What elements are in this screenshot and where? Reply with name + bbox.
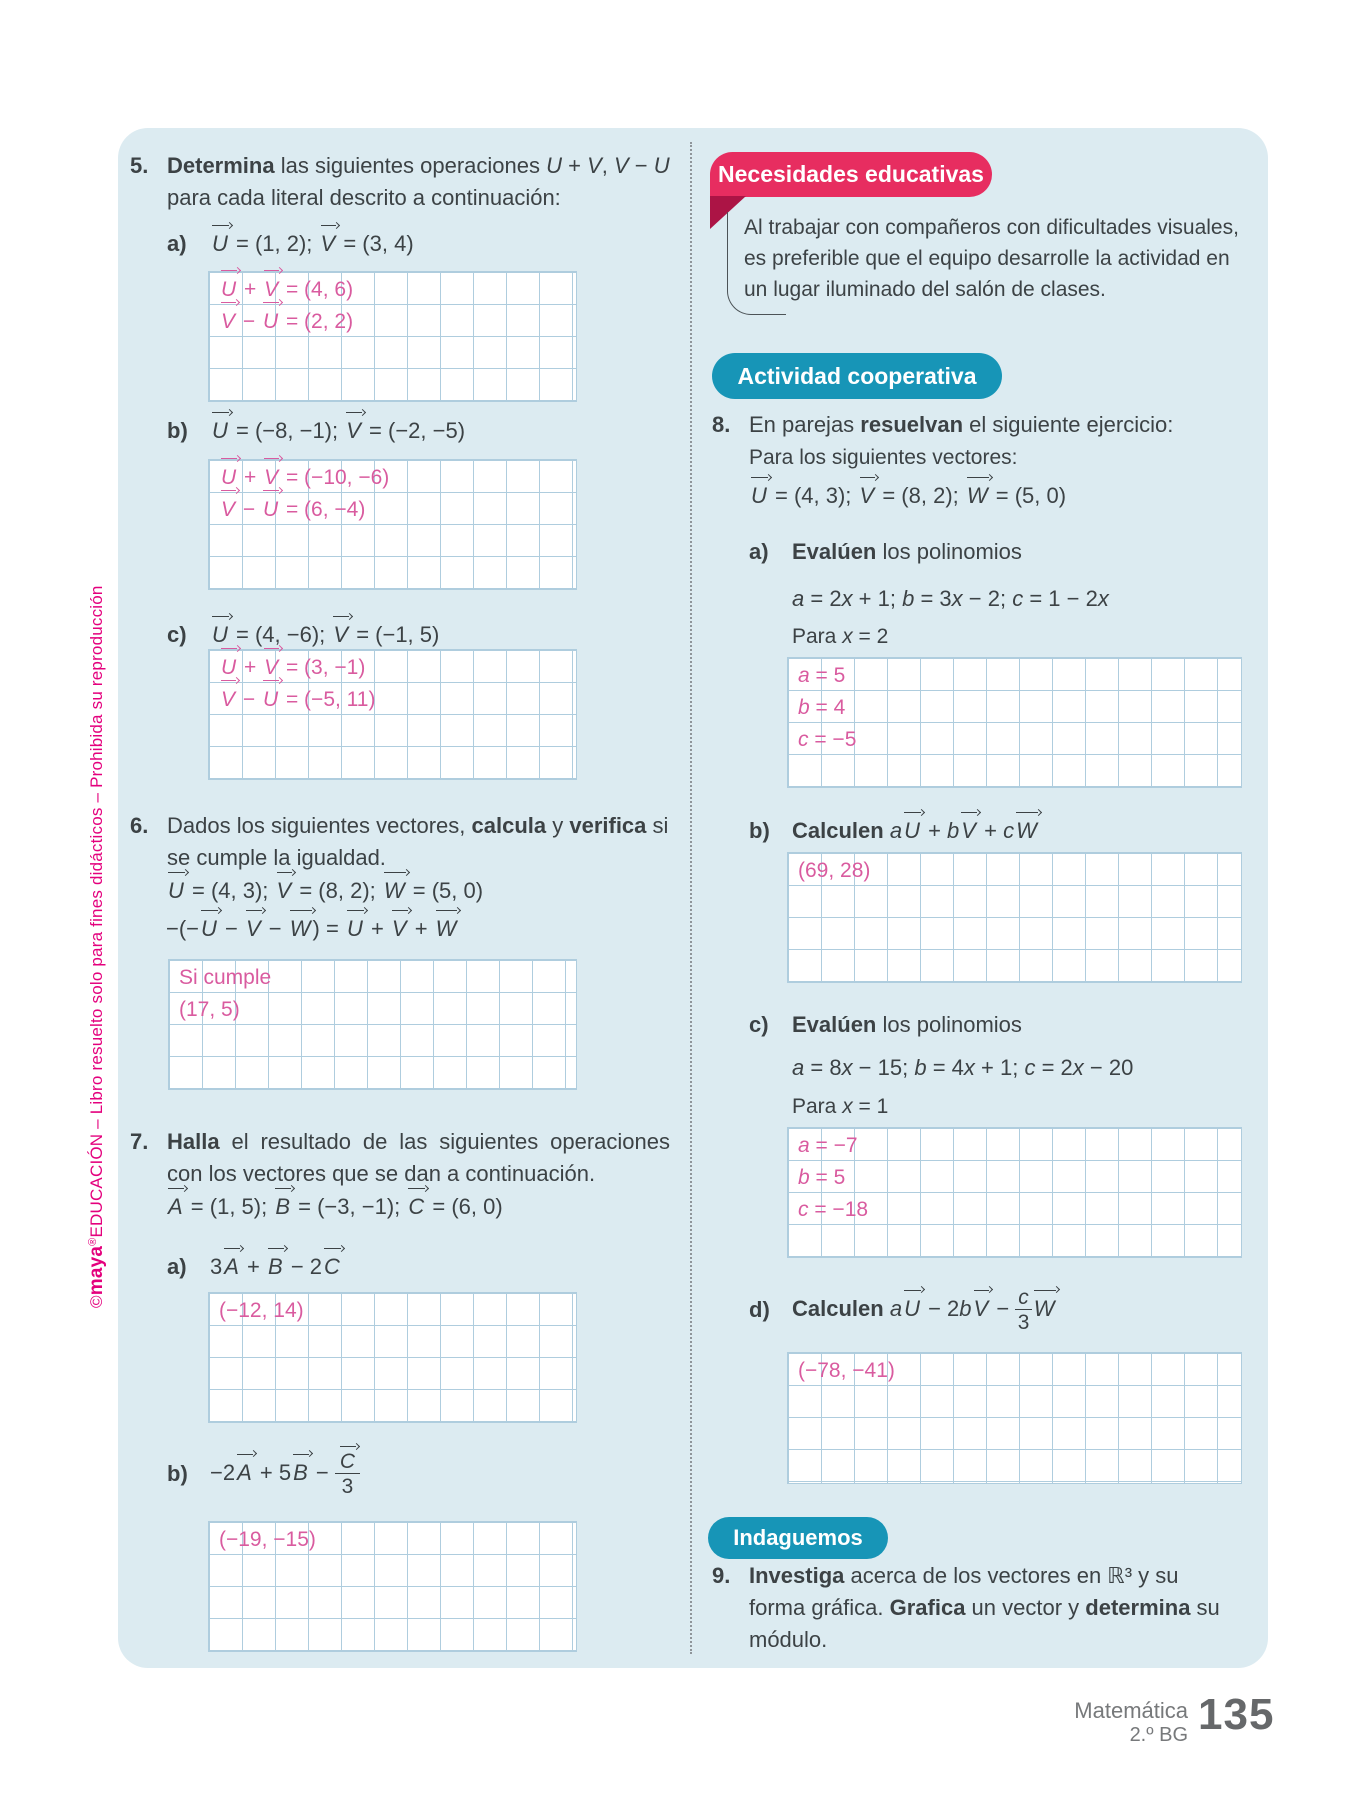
exercise-8-intro2: Para los siguientes vectores: <box>749 446 1018 469</box>
exercise-9 <box>712 1560 1237 1656</box>
answer-grid-8c <box>787 1127 1242 1258</box>
column-divider <box>690 142 692 1654</box>
exercise-8-intro: En parejas resuelvan el siguiente ejercicio: <box>749 412 1174 437</box>
item-5c <box>167 620 439 650</box>
item-8c-condition: Para x = 1 <box>792 1095 889 1118</box>
exercise-8 <box>712 409 1237 441</box>
grid-answer: U + V = (−10, −6) <box>219 462 389 494</box>
grid-answer: V − U = (2, 2) <box>219 306 353 338</box>
item-5b-label: b) <box>167 418 188 443</box>
exercise-5-number: 5. <box>130 153 149 178</box>
item-8d <box>749 1283 1057 1337</box>
grid-answer: U + V = (4, 6) <box>219 274 353 306</box>
coop-badge-label: Actividad cooperativa <box>737 362 977 389</box>
item-8a <box>749 537 1022 567</box>
exercise-5-title: Determina las siguientes operaciones U + V, V − U para cada literal descrito a continuación: <box>167 153 670 210</box>
exercise-7-vectors: A = (1, 5); B = (−3, −1); C = (6, 0) <box>166 1192 503 1222</box>
exercise-8-number: 8. <box>712 412 731 437</box>
grid-answer: b = 4 <box>798 696 846 719</box>
exercise-6-title: Dados los siguientes vectores, calcula y verifica si se cumple la igualdad. <box>167 813 669 870</box>
footer-course-block <box>1008 1698 1188 1748</box>
exercise-6-equation: −(−U − V − W) = U + V + W <box>166 914 458 944</box>
item-8d-title: Calculen aU − 2bV − $\frac{c}{3}$ W <box>792 1286 1055 1334</box>
item-8b-label: b) <box>749 818 770 843</box>
inquiry-badge-label: Indaguemos <box>733 1525 863 1550</box>
item-8b <box>749 816 1039 846</box>
item-8c-polynomials: a = 8x − 15; b = 4x + 1; c = 2x − 20 <box>792 1055 1134 1080</box>
answer-grid-6 <box>168 959 577 1090</box>
answer-grid-7a <box>208 1292 577 1423</box>
item-7a <box>167 1252 342 1282</box>
answer-grid-7b <box>208 1521 577 1652</box>
item-5a <box>167 229 414 259</box>
exercise-8-vectors: U = (4, 3); V = (8, 2); W = (5, 0) <box>749 481 1066 511</box>
item-7b-expression: −2A + 5B − $\frac{C}{3}$ <box>210 1450 360 1498</box>
grid-answer: V − U = (−5, 11) <box>219 684 375 716</box>
item-5b <box>167 416 465 446</box>
item-5a-given: U = (1, 2); V = (3, 4) <box>210 229 414 259</box>
exercise-9-number: 9. <box>712 1563 731 1588</box>
page-number: 135 <box>1198 1690 1275 1739</box>
answer-grid-5a <box>208 271 577 402</box>
copyright-text: EDUCACIÓN – Libro resuelto solo para fines didácticos – Prohibida su reproducción <box>87 585 106 1238</box>
grid-answer: c = −18 <box>798 1198 869 1221</box>
item-5c-label: c) <box>167 622 187 647</box>
item-5c-given: U = (4, −6); V = (−1, 5) <box>210 620 439 650</box>
grid-answer: (−78, −41) <box>798 1359 895 1382</box>
grid-answer: (17, 5) <box>179 998 240 1021</box>
exercise-6 <box>130 810 675 874</box>
item-5b-given: U = (−8, −1); V = (−2, −5) <box>210 416 465 446</box>
inquiry-badge <box>708 1517 888 1559</box>
grid-answer: a = −7 <box>798 1134 858 1157</box>
grid-answer: U + V = (3, −1) <box>219 652 365 684</box>
exercise-5 <box>130 150 675 214</box>
exercise-9-text: Investiga acerca de los vectores en ℝ³ y su forma gráfica. Grafica un vector y determina su módulo. <box>749 1563 1220 1652</box>
exercise-7-number: 7. <box>130 1129 149 1154</box>
copyright-symbol: © <box>87 1295 106 1308</box>
grid-answer: V − U = (6, −4) <box>219 494 365 526</box>
footer-grade: 2.º BG <box>1129 1724 1188 1746</box>
item-8c-title: Evalúen los polinomios <box>792 1012 1022 1037</box>
item-8a-title: Evalúen los polinomios <box>792 539 1022 564</box>
grid-answer: Si cumple <box>179 966 272 989</box>
answer-grid-5c <box>208 649 577 780</box>
grid-answer: c = −5 <box>798 728 857 751</box>
exercise-6-number: 6. <box>130 813 149 838</box>
item-7b-label: b) <box>167 1461 188 1486</box>
answer-grid-8b <box>787 852 1242 983</box>
item-8a-condition: Para x = 2 <box>792 625 889 648</box>
grid-answer: (69, 28) <box>798 859 871 882</box>
exercise-7 <box>130 1126 670 1190</box>
grid-answer: (−12, 14) <box>219 1299 304 1322</box>
item-8a-label: a) <box>749 539 769 564</box>
sidebar-copyright <box>86 585 108 1308</box>
item-8c <box>749 1010 1022 1040</box>
item-7a-label: a) <box>167 1254 187 1279</box>
grid-answer: (−19, −15) <box>219 1528 316 1551</box>
grid-answer: b = 5 <box>798 1166 846 1189</box>
answer-grid-8d <box>787 1352 1242 1484</box>
brand-name: maya <box>86 1245 107 1296</box>
needs-note-text: Al trabajar con compañeros con dificultades visuales, es preferible que el equipo desarrolle la actividad en un lugar iluminado del salón de clases. <box>744 216 1239 301</box>
item-8d-label: d) <box>749 1297 770 1322</box>
exercise-6-vectors: U = (4, 3); V = (8, 2); W = (5, 0) <box>166 876 483 906</box>
answer-grid-8a <box>787 657 1242 788</box>
item-8b-title: Calculen aU + bV + cW <box>792 816 1039 846</box>
item-8a-polynomials: a = 2x + 1; b = 3x − 2; c = 1 − 2x <box>792 586 1109 611</box>
needs-badge-label: Necesidades educativas <box>718 161 984 187</box>
coop-badge <box>712 353 1002 399</box>
needs-badge <box>710 152 992 197</box>
answer-grid-5b <box>208 459 577 590</box>
item-5a-label: a) <box>167 231 187 256</box>
item-7b <box>167 1446 360 1502</box>
item-8c-label: c) <box>749 1012 769 1037</box>
registered-symbol: ® <box>87 1237 99 1246</box>
grid-answer: a = 5 <box>798 664 846 687</box>
exercise-7-title: Halla el resultado de las siguientes operaciones con los vectores que se dan a continuación. <box>167 1129 670 1186</box>
item-7a-expression: 3A + B − 2C <box>210 1252 342 1282</box>
footer-course-name: Matemática <box>1074 1698 1188 1723</box>
